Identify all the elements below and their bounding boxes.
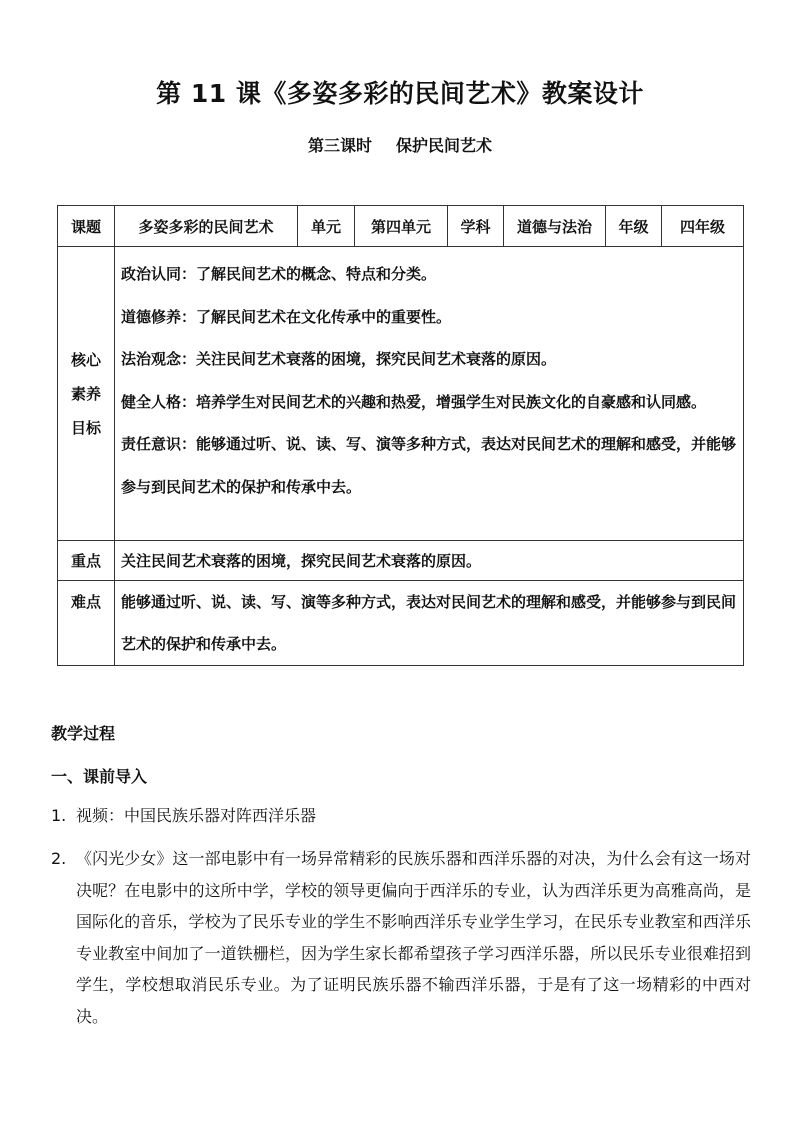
label-unit: 单元 — [298, 206, 355, 247]
core-label-line: 素养 — [70, 384, 101, 403]
list-item-text: 视频：中国民族乐器对阵西洋乐器 — [76, 806, 317, 825]
list-item-number: 2. — [51, 849, 67, 868]
core-goals-content — [115, 247, 744, 541]
page-title: 第 11 课《多姿多彩的民间艺术》教案设计 — [156, 79, 644, 108]
value-grade: 四年级 — [662, 206, 744, 247]
key-point-row — [58, 541, 744, 581]
goal-item: 政治认同：了解民间艺术的概念、特点和分类。 — [121, 265, 437, 283]
difficulty-content: 能够通过听、说、读、写、演等多种方式，表达对民间艺术的理解和感受，并能够参与到民间艺术的保护和传承中去。 — [115, 581, 744, 666]
goal-item: 责任意识：能够通过听、说、读、写、演等多种方式，表达对民间艺术的理解和感受，并能够参与到民间艺术的保护和传承中去。 — [121, 435, 737, 496]
label-subject: 学科 — [448, 206, 504, 247]
table-header-row — [58, 206, 744, 247]
value-course: 多姿多彩的民间艺术 — [115, 206, 298, 247]
value-unit: 第四单元 — [355, 206, 448, 247]
process-heading: 教学过程 — [51, 724, 116, 743]
subtitle-topic: 保护民间艺术 — [396, 136, 493, 155]
core-goals-row — [58, 247, 744, 541]
difficulty-label: 难点 — [58, 581, 115, 666]
label-grade: 年级 — [606, 206, 662, 247]
page-subtitle — [0, 133, 800, 156]
goal-item: 健全人格：培养学生对民间艺术的兴趣和热爱，增强学生对民族文化的自豪感和认同感。 — [121, 392, 707, 411]
list-item-text: 《闪光少女》这一部电影中有一场异常精彩的民族乐器和西洋乐器的对决，为什么会有这一场对决呢？在电影中的这所中学，学校的领导更偏向于西洋乐的专业，认为西洋乐更为高雅高尚，是国际化的音乐，学校为了民乐专业的学生不影响西洋乐专业学生学习，在民乐专业教室和西洋乐专业教室中间加了一道铁栅栏，因为学生家长都希望孩子学习西洋乐器，所以民乐专业很难招到学生，学校想取消民乐专业。为了证明民族乐器不输西洋乐器，于是有了这一场精彩的中西对决。 — [76, 849, 751, 1026]
core-label-line: 目标 — [70, 418, 101, 437]
core-goals-label — [58, 247, 115, 541]
list-item-number: 1. — [51, 806, 67, 825]
label-course: 课题 — [58, 206, 115, 247]
difficulty-row — [58, 581, 744, 666]
key-point-label: 重点 — [58, 541, 115, 581]
key-point-content: 关注民间艺术衰落的困境，探究民间艺术衰落的原因。 — [115, 541, 744, 581]
goal-item: 道德修养：了解民间艺术在文化传承中的重要性。 — [121, 307, 452, 326]
lesson-info-table — [57, 205, 744, 666]
subtitle-lesson: 第三课时 — [307, 136, 372, 155]
list-item — [51, 843, 751, 1032]
goal-item: 法治观念：关注民间艺术衰落的困境，探究民间艺术衰落的原因。 — [121, 350, 557, 368]
core-label-line: 核心 — [70, 350, 101, 369]
value-subject: 道德与法治 — [504, 206, 606, 247]
section-heading-intro: 一、课前导入 — [51, 767, 148, 786]
list-item — [51, 800, 751, 832]
